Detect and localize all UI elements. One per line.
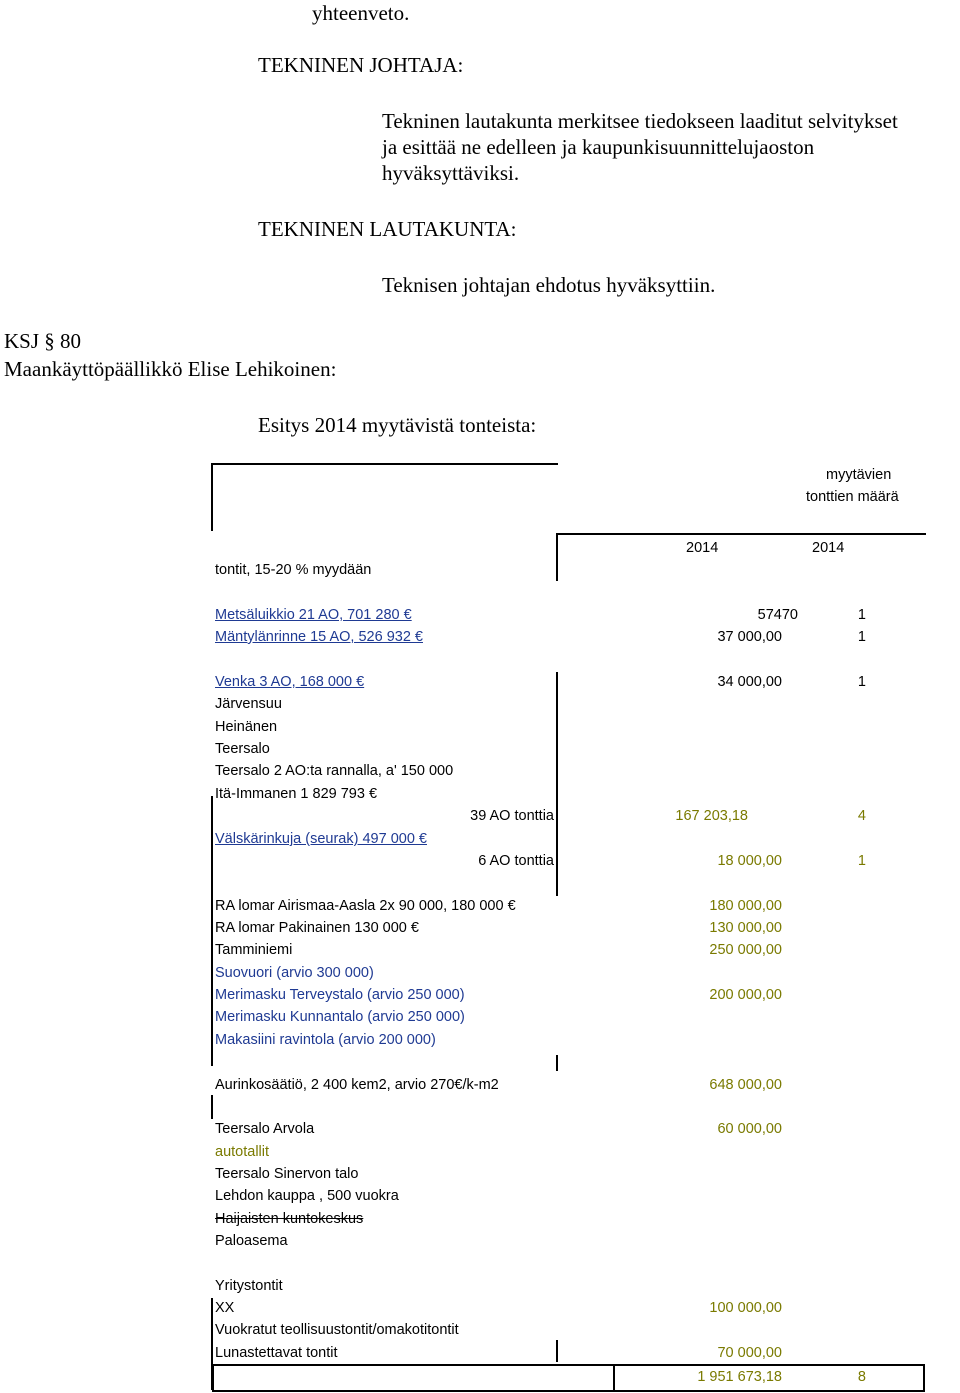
row-ra-airismaa: RA lomar Airismaa-Aasla 2x 90 000, 180 000 € [215,898,516,914]
row-ita-immanen: Itä-Immanen 1 829 793 € [215,786,378,802]
row-autotallit: autotallit [215,1144,270,1160]
row-jarvensuu: Järvensuu [215,696,282,712]
row-vuokratut: Vuokratut teollisuustontit/omakotitontit [215,1322,459,1338]
official-name: Maankäyttöpäällikkö Elise Lehikoinen: [4,357,337,381]
block-c-left-line [211,886,213,1066]
amount-xx: 100 000,00 [709,1300,782,1316]
row-tamminiemi: Tamminiemi [215,942,293,958]
row-valskarinkuja[interactable]: Välskärinkuja (seurak) 497 000 € [215,831,427,847]
tj-label: TEKNINEN JOHTAJA: [258,53,464,77]
amount-lunastettavat: 70 000,00 [717,1345,782,1361]
count-venka: 1 [857,674,866,690]
row-merimasku-terveystalo: Merimasku Terveystalo (arvio 250 000) [215,987,465,1003]
sub1-label: 39 AO tonttia [470,808,554,824]
tj-text-line1: Tekninen lautakunta merkitsee tiedokseen laaditut selvitykset [382,109,898,133]
amount-ra-airismaa: 180 000,00 [709,898,782,914]
header-divider [558,533,926,535]
row-teersalo: Teersalo [215,741,270,757]
total-label-cell [212,1364,615,1392]
amount-metsaluikkio: 57470 [757,607,798,623]
intro-tail: yhteenveto. [312,1,410,25]
row-aurinkosaatio: Aurinkosäätiö, 2 400 kem2, arvio 270€/k-m2 [215,1077,499,1093]
ksj-reference: KSJ § 80 [4,329,82,353]
year-b: 2014 [812,540,845,556]
amount-ra-pakinainen: 130 000,00 [709,920,782,936]
block-d-left-line [211,1095,213,1119]
row-venka[interactable]: Venka 3 AO, 168 000 € [215,674,365,690]
row-teersalo-2: Teersalo 2 AO:ta rannalla, a' 150 000 [215,763,454,779]
section-divider-v [556,533,558,581]
section-label: tontit, 15-20 % myydään [215,562,372,578]
sub2-amount: 18 000,00 [717,853,782,869]
sub1-count: 4 [857,808,866,824]
block-b-left-line [211,796,213,894]
row-sinervon-talo: Teersalo Sinervon talo [215,1166,359,1182]
row-mantylanrinne[interactable]: Mäntylänrinne 15 AO, 526 932 € [215,629,423,645]
sub2-label: 6 AO tonttia [478,853,554,869]
amount-tamminiemi: 250 000,00 [709,942,782,958]
row-ra-pakinainen: RA lomar Pakinainen 130 000 € [215,920,419,936]
amount-mantylanrinne: 37 000,00 [717,629,782,645]
total-amount: 1 951 673,18 [697,1369,782,1385]
total-count: 8 [857,1369,866,1385]
row-metsaluikkio[interactable]: Metsäluikkio 21 AO, 701 280 € [215,607,412,623]
amount-aurinkosaatio: 648 000,00 [709,1077,782,1093]
row-teersalo-arvola: Teersalo Arvola [215,1121,315,1137]
table-top-line [212,463,558,465]
sub2-count: 1 [857,853,866,869]
row-suovuori: Suovuori (arvio 300 000) [215,965,374,981]
header-line2: tonttien määrä [806,489,899,505]
row-lehdon-kauppa: Lehdon kauppa , 500 vuokra [215,1188,399,1204]
block-e-divider [556,1340,558,1362]
tl-label: TEKNINEN LAUTAKUNTA: [258,217,517,241]
block-b-divider [556,672,558,896]
tj-text-line3: hyväksyttäviksi. [382,161,520,185]
row-xx: XX [215,1300,235,1316]
row-makasiini: Makasiini ravintola (arvio 200 000) [215,1032,436,1048]
proposal-title: Esitys 2014 myytävistä tonteista: [258,413,537,437]
amount-merimasku-terveystalo: 200 000,00 [709,987,782,1003]
tl-text: Teknisen johtajan ehdotus hyväksyttiin. [382,273,716,297]
year-a: 2014 [686,540,719,556]
amount-teersalo-arvola: 60 000,00 [717,1121,782,1137]
sub1-amount: 167 203,18 [675,808,748,824]
tj-text-line2: ja esittää ne edelleen ja kaupunkisuunnittelujaoston [382,135,815,159]
table-left-line-top [211,463,213,531]
count-metsaluikkio: 1 [857,607,866,623]
amount-venka: 34 000,00 [717,674,782,690]
row-yritystontit: Yritystontit [215,1278,283,1294]
row-paloasema: Paloasema [215,1233,288,1249]
row-lunastettavat: Lunastettavat tontit [215,1345,338,1361]
header-line1: myytävien [826,467,892,483]
count-mantylanrinne: 1 [857,629,866,645]
row-merimasku-kunnantalo: Merimasku Kunnantalo (arvio 250 000) [215,1009,465,1025]
row-haijaisten-kuntokeskus: Haijaisten kuntokeskus [215,1211,364,1227]
row-heinanen: Heinänen [215,719,278,735]
block-c-divider [556,1055,558,1071]
